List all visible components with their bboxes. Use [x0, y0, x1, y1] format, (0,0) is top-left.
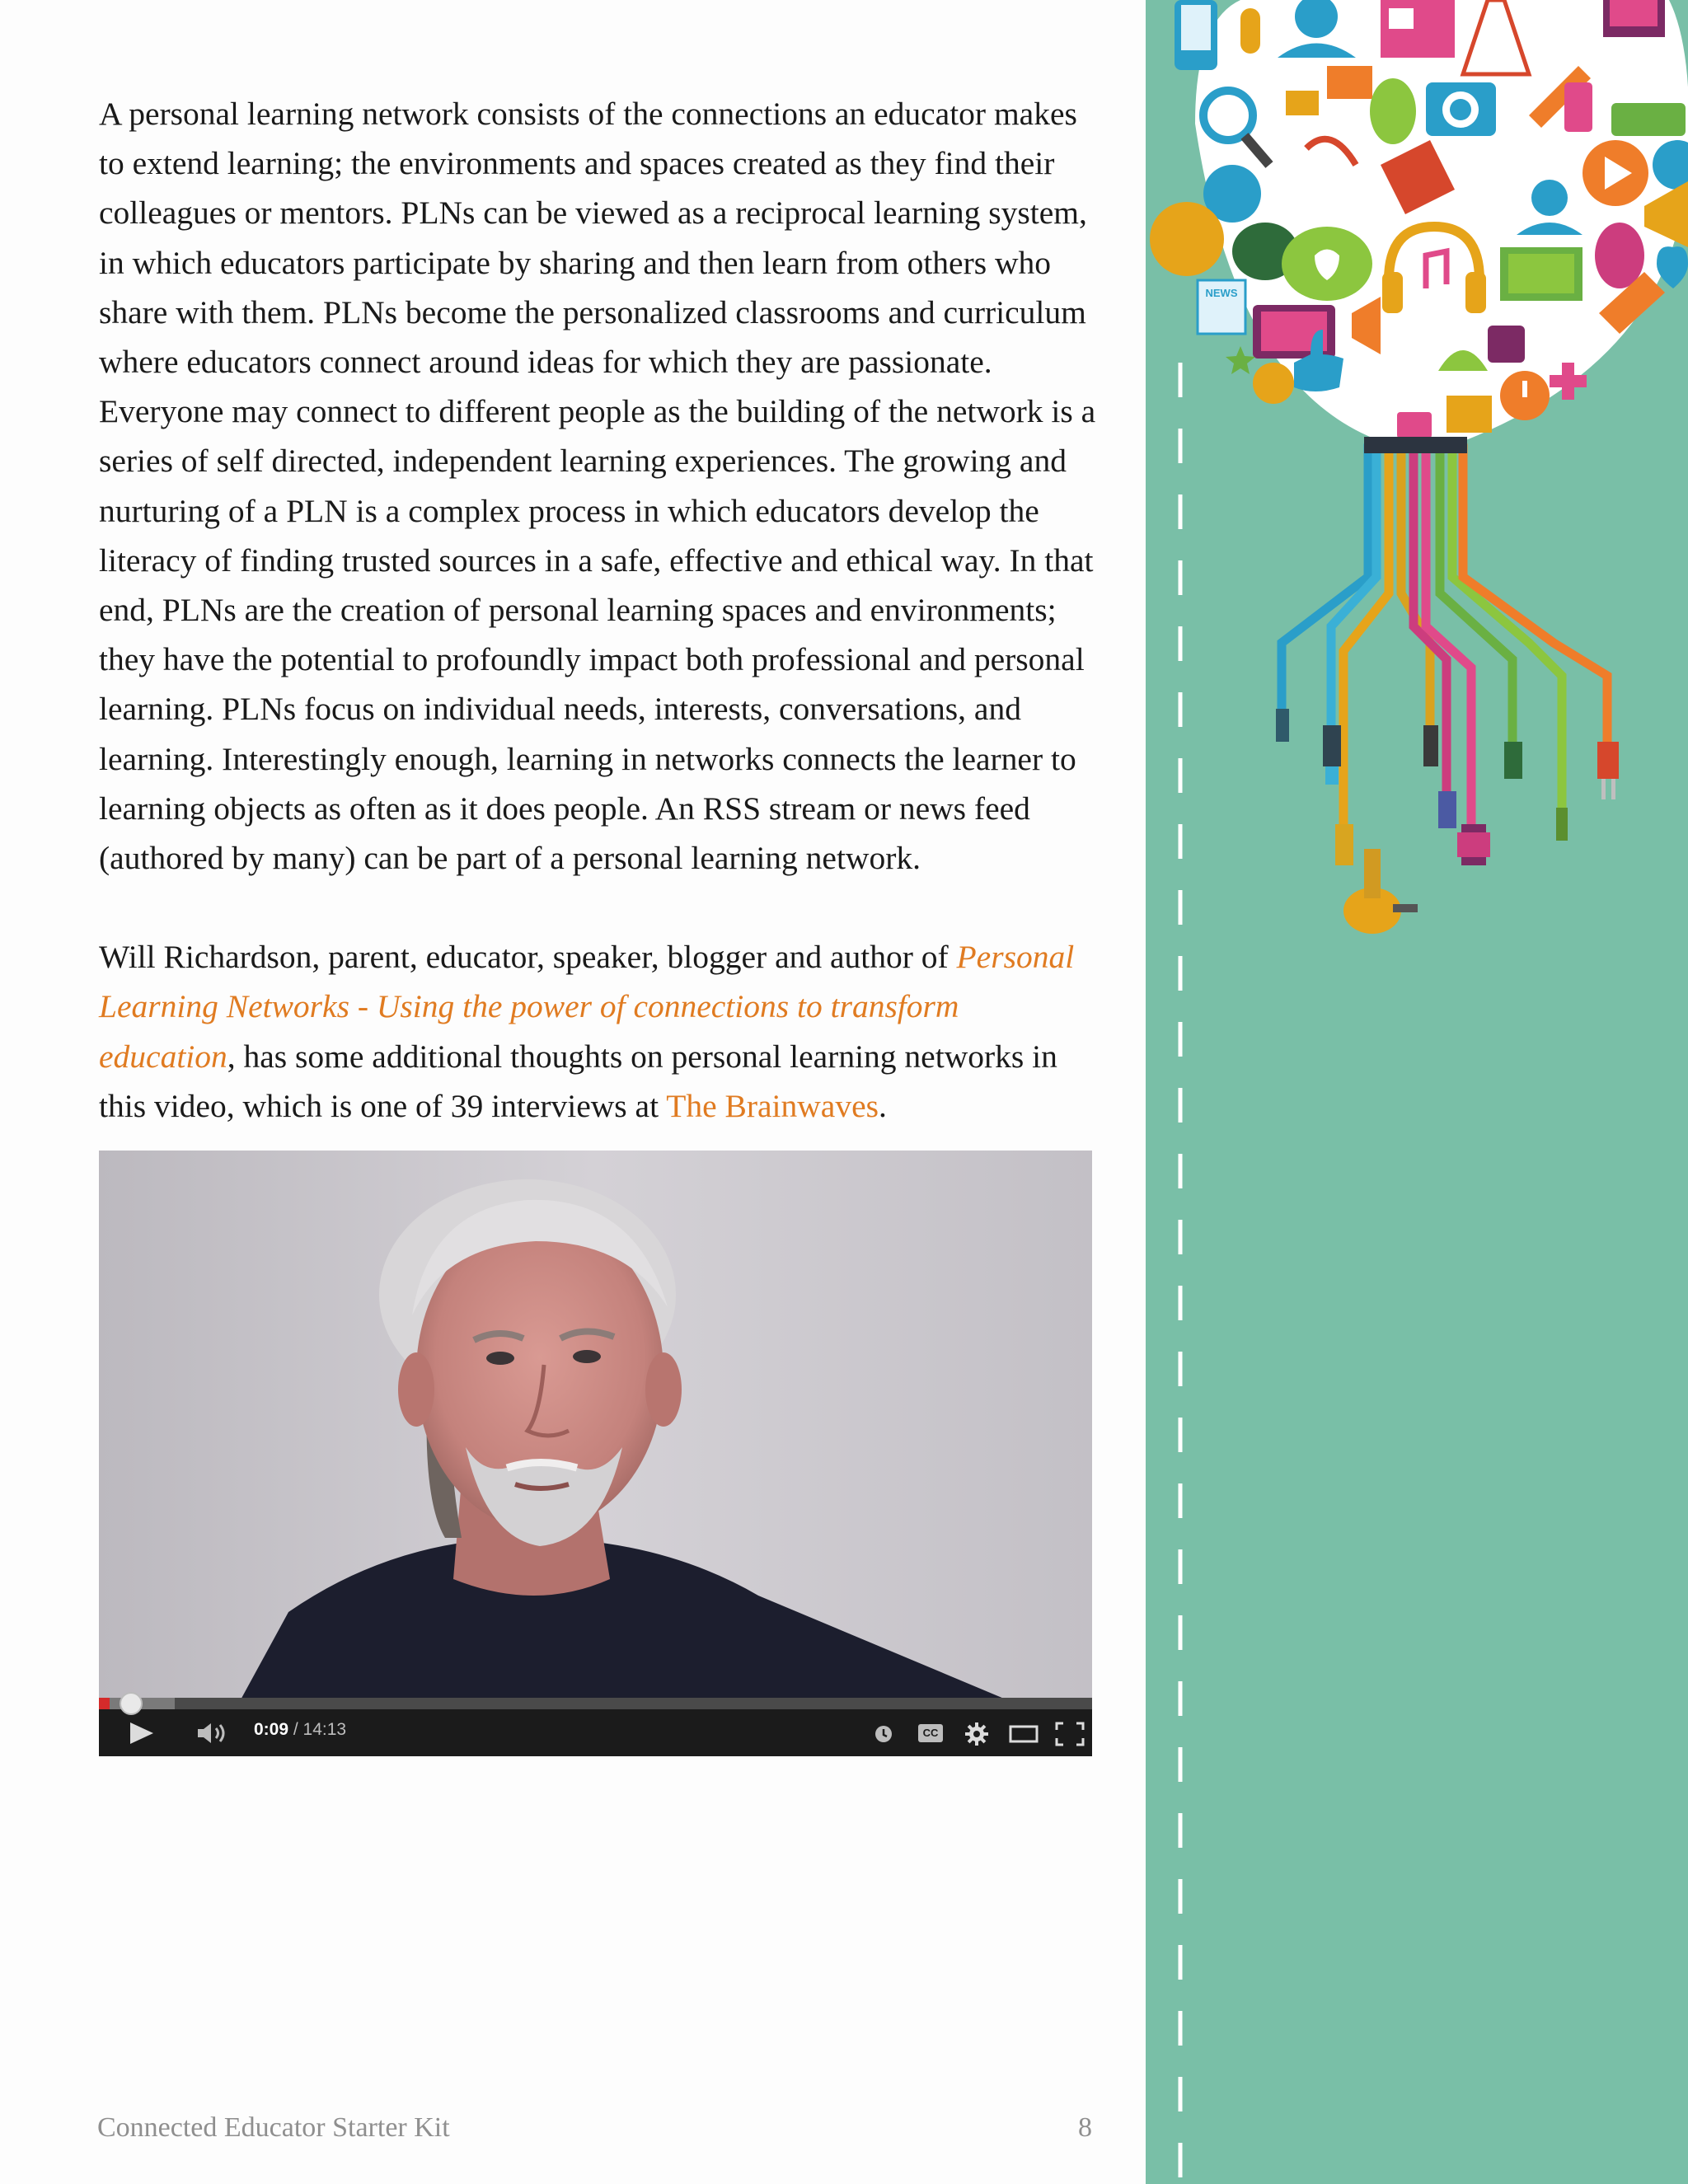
- page-number: 8: [1078, 2112, 1092, 2143]
- volume-icon[interactable]: [196, 1722, 229, 1745]
- video-player[interactable]: [99, 1151, 1092, 1756]
- time-separator: /: [288, 1720, 303, 1739]
- book-title-link[interactable]: Personal Learning Networks - Using the power of connections to transform education: [99, 939, 1075, 1075]
- paragraph-will-richardson: [99, 932, 1100, 1131]
- settings-icon[interactable]: [964, 1722, 989, 1746]
- paragraph-intro-text: Will Richardson, parent, educator, speaker, blogger and author of: [99, 939, 957, 976]
- news-label: NEWS: [1205, 287, 1238, 299]
- network-icons-illustration: [1117, 0, 1688, 956]
- duration: 14:13: [302, 1720, 347, 1739]
- current-time: 0:09: [254, 1720, 289, 1739]
- fullscreen-icon[interactable]: [1055, 1722, 1085, 1746]
- brainwaves-link[interactable]: The Brainwaves: [666, 1087, 879, 1124]
- article-body: [99, 89, 1100, 1131]
- theater-mode-icon[interactable]: [1009, 1724, 1039, 1744]
- progress-bar[interactable]: [99, 1698, 1092, 1709]
- play-icon[interactable]: [129, 1721, 155, 1746]
- progress-scrubber[interactable]: [120, 1692, 143, 1715]
- video-controls-bar: [99, 1698, 1092, 1756]
- paragraph-end-text: .: [879, 1087, 887, 1124]
- watch-later-icon[interactable]: [874, 1724, 893, 1744]
- paragraph-pln-definition: A personal learning network consists of the connections an educator makes to extend learning; the environments and spaces created as they find their colleagues or mentors. PLNs can be viewed as a reciprocal learning system, in which educators participate by sharing and then learn from others who share with them. PLNs become the personalized classrooms and curriculum where educators connect around ideas for which they are passionate. Everyone may connect to different people as the building of the network is a series of self directed, independent learning experiences. The growing and nurturing of a PLN is a complex process in which educators develop the literacy of finding trusted sources in a safe, effective and ethical way. In that end, PLNs are the creation of personal learning spaces and environments; they have the potential to profoundly impact both professional and personal learning. PLNs focus on individual needs, interests, conversations, and learning. Interestingly enough, learning in networks connects the learner to learning objects as often as it does people. An RSS stream or news feed (authored by many) can be part of a personal learning network.: [99, 96, 1096, 877]
- time-display: [254, 1720, 346, 1740]
- footer-title: Connected Educator Starter Kit: [97, 2112, 450, 2143]
- video-frame-speaker[interactable]: [99, 1151, 1092, 1703]
- paragraph-middle-text: , has some additional thoughts on personal learning networks in this video, which is one of 39 interviews at: [99, 1038, 1057, 1124]
- captions-icon[interactable]: CC: [918, 1724, 943, 1742]
- progress-played: [99, 1698, 110, 1709]
